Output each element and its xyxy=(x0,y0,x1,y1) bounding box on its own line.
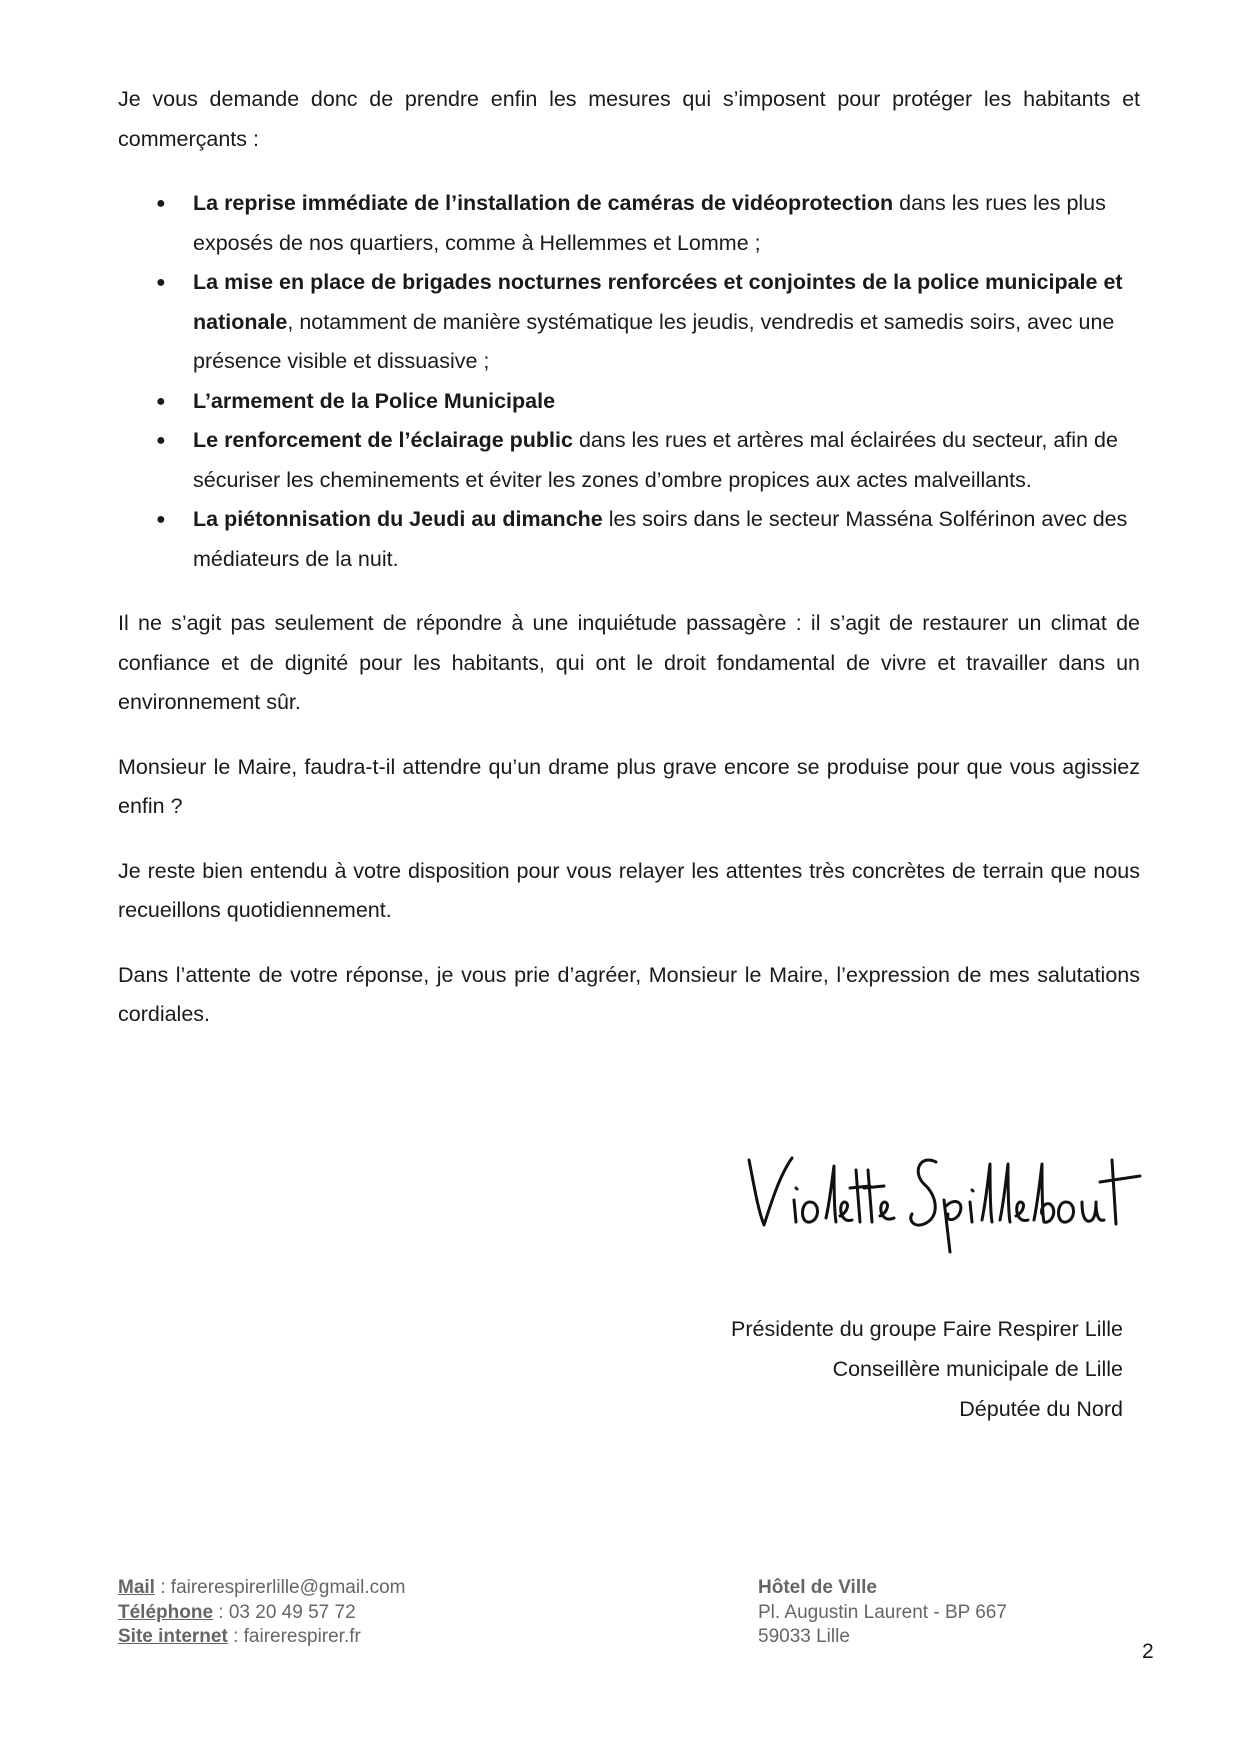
footer-address xyxy=(758,1576,1007,1650)
list-item-text: les soirs dans le secteur Masséna Solférinon avec des médiateurs de la nuit. xyxy=(193,507,1128,571)
list-item xyxy=(118,382,1140,422)
intro-paragraph: Je vous demande donc de prendre enfin les mesures qui s’imposent pour protéger les habitants et commerçants : xyxy=(118,87,1140,151)
closing-paragraph: Dans l’attente de votre réponse, je vous prie d’agréer, Monsieur le Maire, l’expression de mes salutations cordiales. xyxy=(118,962,1140,1026)
title-line: Députée du Nord xyxy=(959,1397,1123,1421)
footer-mail-row xyxy=(118,1576,405,1601)
site-value: : fairerespirer.fr xyxy=(227,1626,361,1647)
list-item xyxy=(118,263,1140,382)
list-item-bold: La piétonnisation du Jeudi au dimanche xyxy=(193,507,603,531)
demands-list xyxy=(118,184,1140,579)
address-line: Pl. Augustin Laurent - BP 667 xyxy=(758,1601,1007,1623)
phone-label: Téléphone xyxy=(118,1601,214,1623)
footer-phone-row xyxy=(118,1601,405,1626)
footer-contact xyxy=(118,1576,405,1650)
list-item-text: , notamment de manière systématique les jeudis, vendredis et samedis soirs, avec une présence visible et dissuasive ; xyxy=(193,309,1115,373)
site-label: Site internet xyxy=(118,1626,228,1647)
list-item xyxy=(118,184,1140,263)
handwritten-signature xyxy=(744,1140,1144,1260)
mail-label: Mail xyxy=(118,1577,155,1598)
bullet-icon: ● xyxy=(156,432,166,449)
body-paragraph: Je reste bien entendu à votre disposition pour vous relayer les attentes très concrètes de terrain que nous recueillons quotidiennement. xyxy=(118,858,1140,922)
address-line: 59033 Lille xyxy=(758,1626,850,1647)
title-line: Présidente du groupe Faire Respirer Lille xyxy=(731,1317,1123,1341)
list-item-text: dans les rues et artères mal éclairées du secteur, afin de sécuriser les cheminements et éviter les zones d’ombre propices aux actes malveillants. xyxy=(193,428,1118,492)
list-item-bold: La reprise immédiate de l’installation de caméras de vidéoprotection xyxy=(193,191,894,215)
body-paragraph: Monsieur le Maire, faudra-t-il attendre qu’un drame plus grave encore se produise pour que vous agissiez enfin ? xyxy=(118,754,1140,818)
list-item xyxy=(118,421,1140,500)
bullet-icon: ● xyxy=(156,195,166,212)
bullet-icon: ● xyxy=(156,274,166,291)
signatory-titles xyxy=(731,1309,1123,1429)
list-item-text: dans les rues les plus exposés de nos quartiers, comme à Hellemmes et Lomme ; xyxy=(193,191,1106,255)
letter-body xyxy=(118,80,1140,1035)
list-item-bold: La mise en place de brigades nocturnes renforcées et conjointes de la police municipale et nationale xyxy=(193,270,1123,334)
list-item-bold: L’armement de la Police Municipale xyxy=(193,388,556,413)
mail-value: : fairerespirerlille@gmail.com xyxy=(154,1577,406,1598)
title-line: Conseillère municipale de Lille xyxy=(832,1357,1123,1381)
address-title: Hôtel de Ville xyxy=(758,1577,877,1598)
phone-value: : 03 20 49 57 72 xyxy=(213,1601,356,1623)
list-item xyxy=(118,500,1140,579)
bullet-icon: ● xyxy=(156,392,166,410)
body-paragraph: Il ne s’agit pas seulement de répondre à une inquiétude passagère : il s’agit de restaurer un climat de confiance et de dignité pour les habitants, qui ont le droit fondamental de vivre et travailler dans un environnement sûr. xyxy=(118,611,1140,714)
page-number: 2 xyxy=(1142,1640,1154,1663)
footer-site-row xyxy=(118,1625,405,1650)
bullet-icon: ● xyxy=(156,511,166,528)
list-item-bold: Le renforcement de l’éclairage public xyxy=(193,428,573,452)
